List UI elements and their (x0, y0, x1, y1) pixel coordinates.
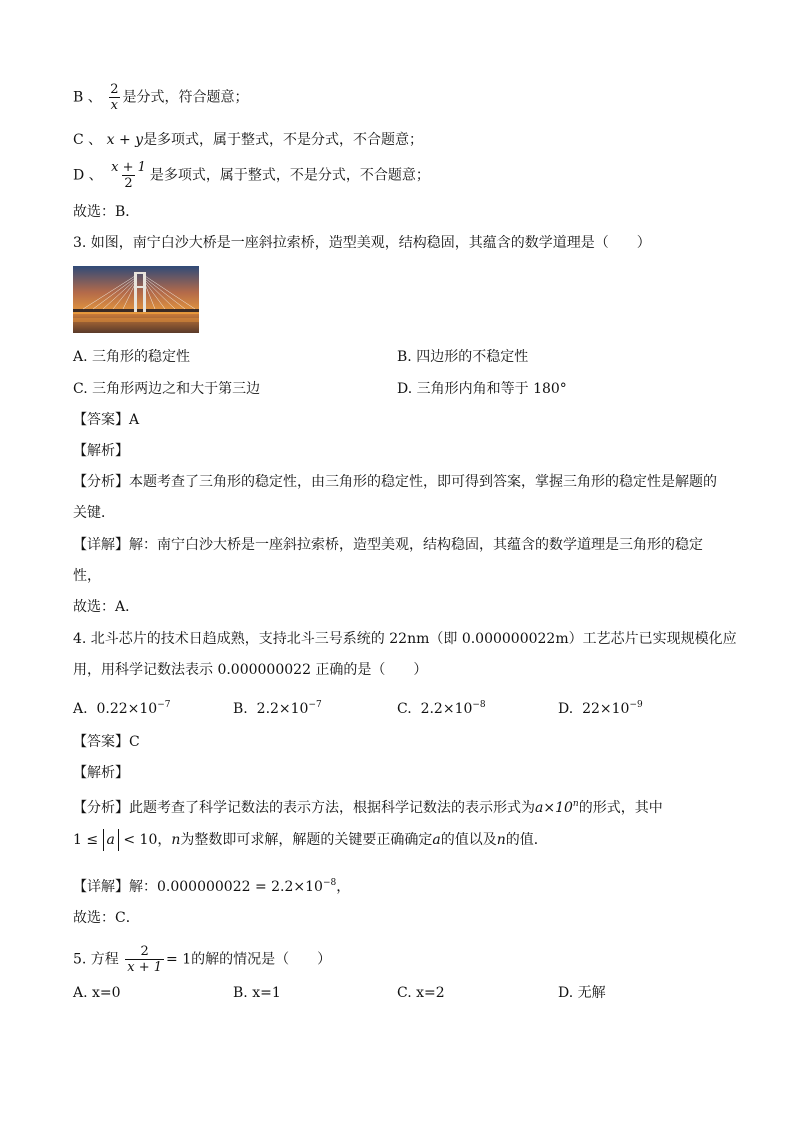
label-b: B 、 (73, 89, 102, 106)
absolute-value-a: a (103, 829, 119, 851)
q3-analysis-line-1: 【分析】本题考查了三角形的稳定性，由三角形的稳定性，即可得到答案，掌握三角形的稳定性是解题的 (73, 474, 717, 490)
q4-choose: 故选：C． (73, 910, 140, 926)
q4-analysis-tag: 【解析】 (73, 765, 129, 781)
option-b-explanation: B 、 $\frac{2}{x}$ 是分式，符合题意； (73, 82, 249, 113)
q5-option-d: D. 无解 (558, 985, 606, 1001)
q4-stem-line-2: 用，用科学记数法表示 0.000000022 正确的是（ ） (73, 662, 428, 678)
q3-choose: 故选：A． (73, 599, 140, 615)
q4-option-d: D. $22\times 10^{-9}$ (558, 700, 643, 717)
bridge-photo-icon (73, 266, 199, 333)
choose-b: 故选：B． (73, 204, 140, 220)
fraction-2-over-x-plus-1: $\frac{2}{x + 1}$ (127, 944, 163, 975)
q4-analysis-line-2: 1 ≤ a < 10，n为整数即可求解，解题的关键要正确确定a的值以及n的值． (73, 829, 548, 851)
q3-answer: 【答案】A (73, 412, 140, 428)
expr-x-plus-y: x + y (106, 132, 144, 148)
q4-option-a: A. $0.22\times 10^{-7}$ (73, 700, 171, 717)
q5-stem: 5. 方程 $\frac{2}{x + 1}$ = 1的解的情况是（ ） (73, 944, 332, 975)
q3-option-a: A. 三角形的稳定性 (73, 349, 191, 365)
option-d-explanation: D 、 $\frac{x + 1}{2}$ 是多项式，属于整式，不是分式，不合题意； (73, 160, 430, 191)
q5-option-c: C. x=2 (397, 985, 445, 1001)
q4-stem-line-1: 4. 北斗芯片的技术日趋成熟，支持北斗三号系统的 22nm（即 0.000000022m）工艺芯片已实现规模化应 (73, 631, 737, 647)
q5-option-b: B. x=1 (233, 985, 281, 1001)
q5-option-a: A. x=0 (73, 985, 121, 1001)
fraction-2-over-x: $\frac{2}{x}$ (110, 82, 119, 113)
fraction-x-plus-1-over-2: $\frac{x + 1}{2}$ (111, 160, 146, 191)
q4-detail: 【详解】解：$0.000000022 = 2.2\times 10^{-8}$， (73, 878, 351, 895)
q3-analysis-line-2: 关键． (73, 505, 115, 521)
q4-analysis-line-1: 【分析】此题考查了科学记数法的表示方法，根据科学记数法的表示形式为$a\times 10^n$的形式，其中 (73, 799, 663, 816)
q3-detail-line-2: 性， (73, 568, 101, 584)
option-c-explanation: C 、 x + y是多项式，属于整式，不是分式，不合题意； (73, 132, 424, 148)
q4-option-b: B. $2.2\times 10^{-7}$ (233, 700, 322, 717)
q3-detail-line-1: 【详解】解：南宁白沙大桥是一座斜拉索桥，造型美观，结构稳固，其蕴含的数学道理是三角形的稳定 (73, 537, 703, 553)
q4-answer: 【答案】C (73, 734, 140, 750)
bridge-photo (73, 266, 199, 333)
q3-option-b: B. 四边形的不稳定性 (397, 349, 529, 365)
q3-option-c: C. 三角形两边之和大于第三边 (73, 381, 261, 397)
q4-option-c: C. $2.2\times 10^{-8}$ (397, 700, 486, 717)
q3-option-d: D. 三角形内角和等于 180° (397, 381, 567, 397)
q3-stem: 3. 如图，南宁白沙大桥是一座斜拉索桥，造型美观，结构稳固，其蕴含的数学道理是（ ） (73, 235, 651, 251)
q3-analysis-tag: 【解析】 (73, 443, 129, 459)
